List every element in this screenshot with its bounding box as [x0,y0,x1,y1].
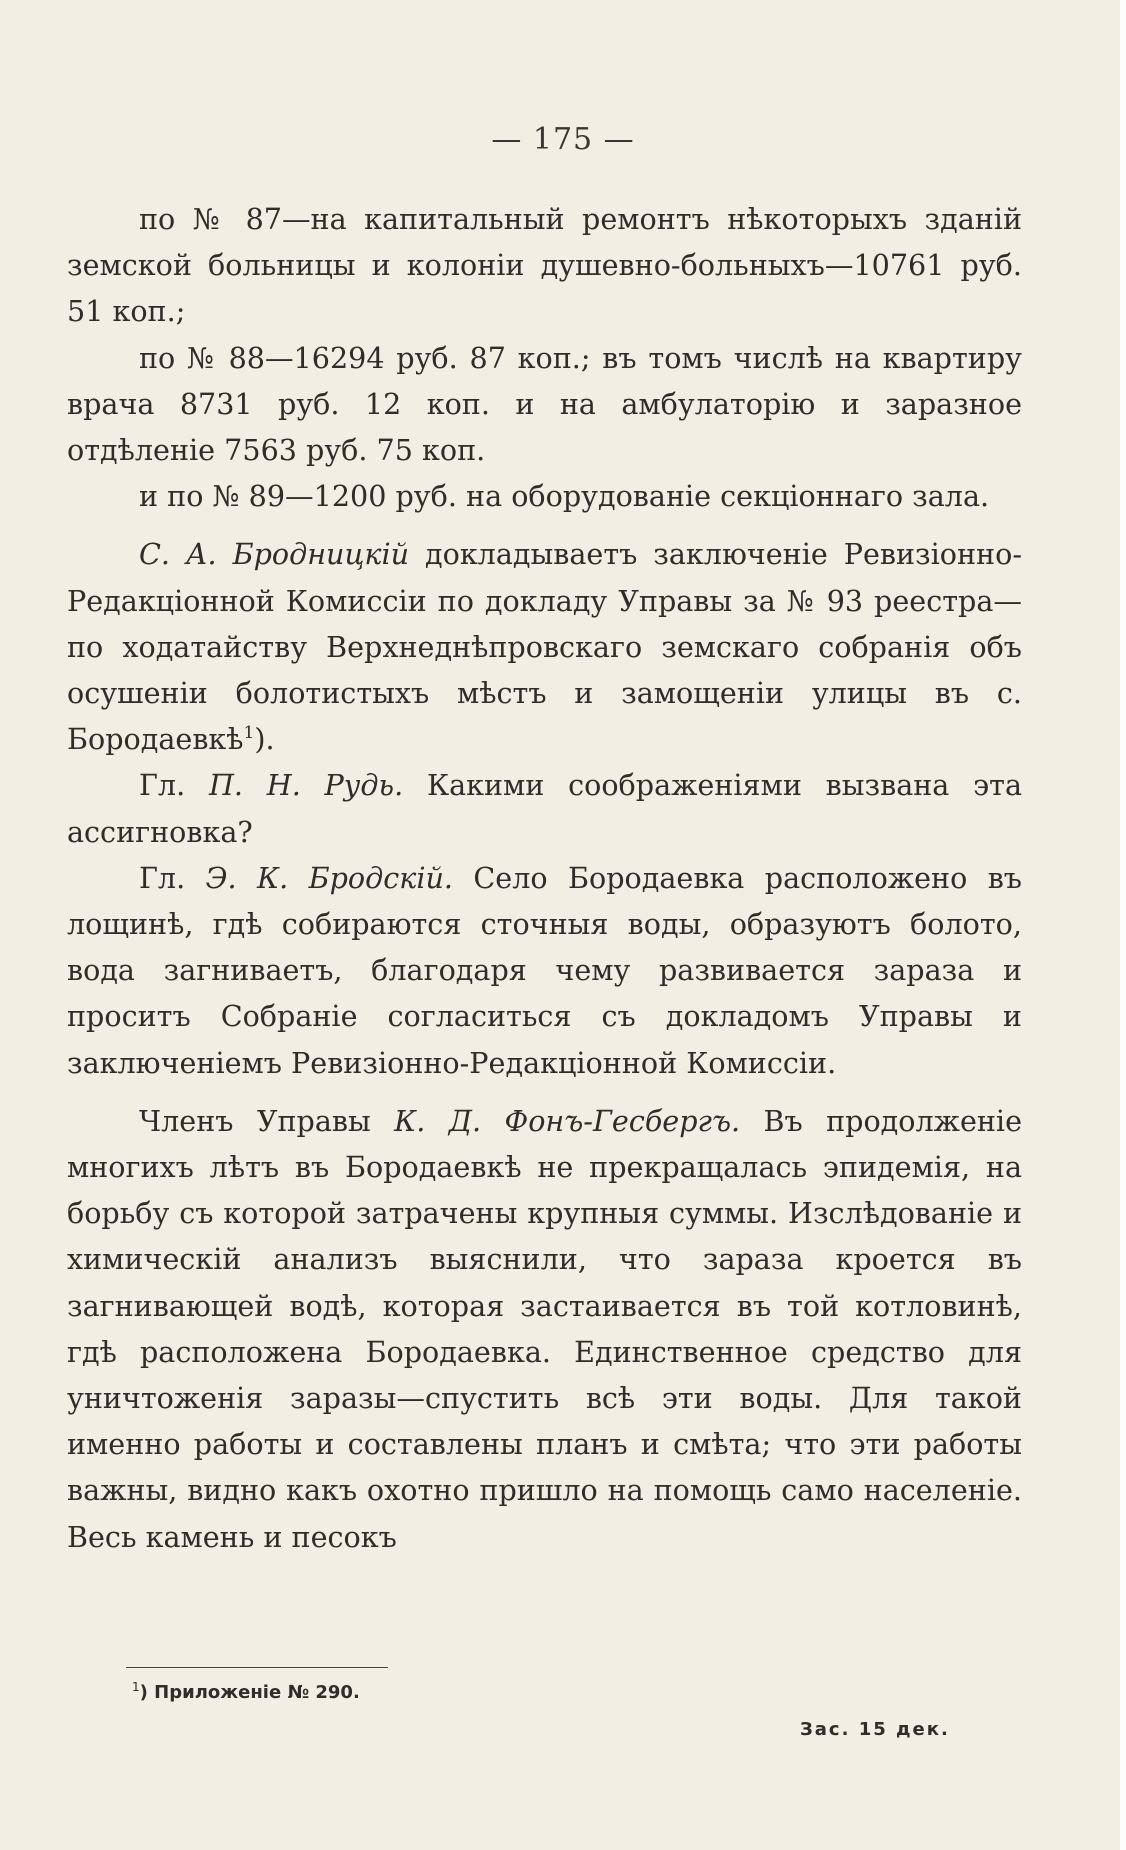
speaker-prefix: Гл. [139,768,209,803]
paragraph-text: Въ продолженіе многихъ лѣтъ въ Бородаевкѣ не прекращалась эпидемія, на борьбу съ которой затрачены крупныя суммы. Изслѣдованіе и химическій анализъ выяснили, что зараза кроется въ загнивающей водѣ, которая застаивается въ той котловинѣ, гдѣ расположена Бородаевка. Единственное средство для уничтоженія заразы—спустить всѣ эти воды. Для такой именно работы и составлены планъ и смѣта; что эти работы важны, видно какъ охотно пришло на помощь само населеніе. Весь камень и песокъ [67,1103,1022,1554]
body-text [67,196,1022,1560]
paragraph-text: Село Бородаевка расположено въ лощинѣ, гдѣ собираются сточныя воды, образуютъ болото, вода загниваетъ, благодаря чему развивается зараза и проситъ Собраніе согласиться съ докладомъ Управы и заключеніемъ Ревизіонно-Редакціонной Комиссіи. [67,860,1022,1080]
speaker-prefix: Членъ Управы [139,1103,395,1138]
paragraph-text: по № 88—16294 руб. 87 коп.; въ томъ числѣ на квартиру врача 8731 руб. 12 коп. и на амбулаторію и заразное отдѣленіе 7563 руб. 75 коп. [67,340,1022,468]
speaker-name: П. Н. Рудь. [208,768,404,803]
footnote [132,1675,360,1711]
speaker-prefix: Гл. [139,860,206,895]
paragraph-text: по № 87—на капитальный ремонтъ нѣкоторыхъ зданій земской больницы и колоніи душевно-больныхъ—10761 руб. 51 коп.; [67,202,1022,329]
footnote-reference: 1 [243,723,255,744]
page-edge [1120,0,1126,1850]
speaker-name: К. Д. Фонъ-Гесбергъ. [394,1103,741,1138]
paragraph-brodnitsky-report [67,531,1022,762]
paragraph-gesberg-statement [67,1098,1022,1560]
footnote-mark: 1 [132,1680,140,1694]
paragraph-text: докладываетъ заключеніе Ревизіонно-Редакціонной Комиссіи по докладу Управы за № 93 реестра—по ходатайству Верхнеднѣпровскаго земскаго собранія объ осушеніи болотистыхъ мѣстъ и замощеніи улицы въ с. Бородаевкѣ [67,537,1022,757]
paragraph-text: Какими соображеніями вызвана эта ассигновка? [67,768,1023,849]
session-signature: Зас. 15 дек. [800,1719,950,1740]
page-number: — 175 — [491,122,635,157]
paragraph-rud-question [67,762,1022,854]
paragraph-text: и по № 89—1200 руб. на оборудованіе секціоннаго зала. [139,479,990,514]
footnote-text: ) Приложеніе № 290. [139,1682,360,1703]
paragraph-item-87 [67,196,1022,335]
paragraph-item-89 [67,473,1022,519]
footnote-divider [126,1667,388,1668]
speaker-name: Э. К. Бродскій. [205,860,454,895]
paragraph-tail: ). [254,722,275,757]
speaker-name: С. А. Бродницкій [139,537,410,572]
paragraph-brodsky-answer [67,855,1022,1086]
paragraph-item-88 [67,335,1022,474]
